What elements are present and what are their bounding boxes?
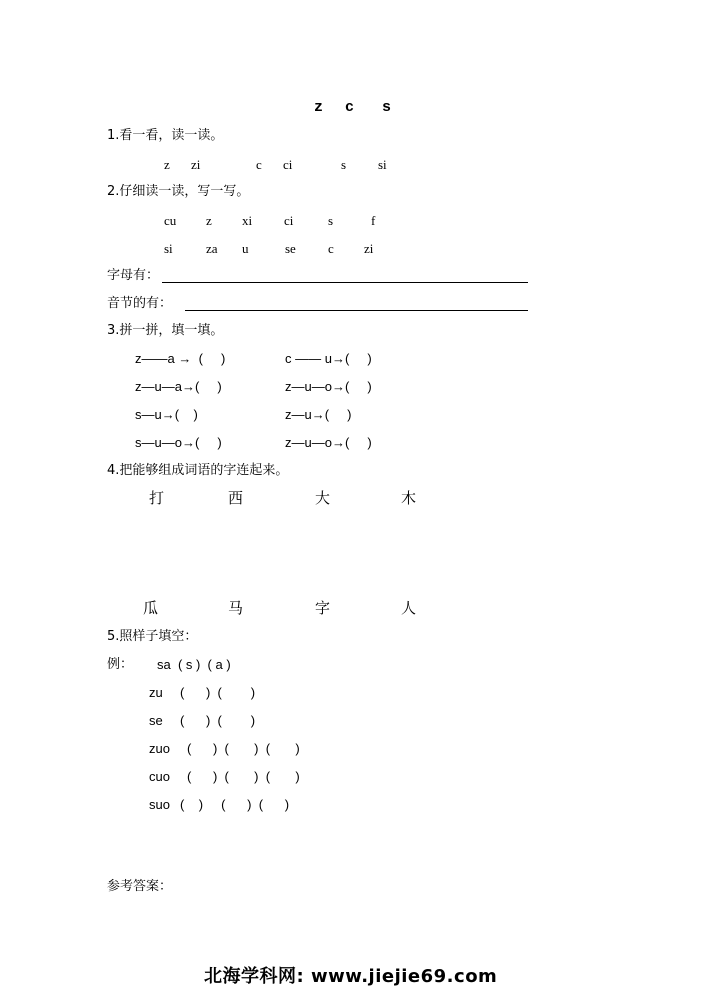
q2-row1-item: z bbox=[206, 213, 212, 228]
q5-syllable: zuo bbox=[149, 741, 170, 756]
answers-label: 参考答案： bbox=[107, 879, 173, 894]
example-label: 例： bbox=[107, 657, 134, 672]
title-z: z bbox=[314, 99, 324, 116]
q2-row2-item: c bbox=[328, 241, 334, 256]
q2-row1-item: ci bbox=[284, 213, 294, 228]
q1-heading: 1.看一看，读一读。 bbox=[107, 128, 224, 143]
syllables-answer-line[interactable] bbox=[185, 310, 528, 311]
q5-blanks[interactable]: ( ) ( ) ( ) bbox=[187, 769, 300, 784]
q2-row2-item: zi bbox=[364, 241, 374, 256]
q3-left-item: z——a → ( ) bbox=[135, 351, 226, 366]
q1-item: c bbox=[256, 157, 262, 172]
q1-item: s bbox=[341, 157, 347, 172]
q5-blanks[interactable]: ( ) ( ) ( ) bbox=[187, 741, 300, 756]
q3-right-item: z—u—o→( ) bbox=[285, 379, 372, 394]
q1-item: z bbox=[164, 157, 170, 172]
syllables-label: 音节的有： bbox=[107, 296, 173, 311]
example-text: sa ( s ) ( a ) bbox=[157, 657, 231, 672]
q5-blanks[interactable]: ( ) ( ) ( ) bbox=[180, 797, 290, 812]
q2-row1-item: cu bbox=[164, 213, 177, 228]
q2-row2-item: se bbox=[285, 241, 296, 256]
q4-top-char[interactable]: 西 bbox=[228, 489, 244, 507]
q4-bottom-char[interactable]: 字 bbox=[315, 599, 331, 617]
q3-heading: 3.拼一拼，填一填。 bbox=[107, 323, 224, 338]
q5-blanks[interactable]: ( ) ( ) bbox=[180, 713, 256, 728]
q4-bottom-char[interactable]: 马 bbox=[228, 599, 244, 617]
q2-row1-item: xi bbox=[242, 213, 253, 228]
q2-row1-item: s bbox=[328, 213, 334, 228]
title-s: s bbox=[382, 99, 392, 116]
q5-syllable: zu bbox=[149, 685, 163, 700]
q5-syllable: cuo bbox=[149, 769, 170, 784]
letters-answer-line[interactable] bbox=[162, 282, 528, 283]
q3-left-item: s—u—o→( ) bbox=[135, 435, 222, 450]
title-c: c bbox=[345, 99, 355, 116]
q3-right-item: z—u→( ) bbox=[285, 407, 352, 422]
q4-top-char[interactable]: 大 bbox=[315, 489, 331, 507]
q3-right-item: c —— u→( ) bbox=[285, 351, 372, 366]
footer-watermark: 北海学科网: www.jiejie69.com bbox=[204, 966, 498, 987]
q5-heading: 5.照样子填空： bbox=[107, 629, 198, 644]
q3-left-item: s—u→( ) bbox=[135, 407, 198, 422]
q2-row2-item: si bbox=[164, 241, 173, 256]
q1-item: zi bbox=[191, 157, 201, 172]
q2-heading: 2.仔细读一读，写一写。 bbox=[107, 184, 250, 199]
letters-label: 字母有： bbox=[107, 268, 160, 283]
q4-top-char[interactable]: 木 bbox=[401, 489, 417, 507]
q5-syllable: suo bbox=[149, 797, 170, 812]
q4-bottom-char[interactable]: 瓜 bbox=[143, 599, 159, 617]
q4-top-char[interactable]: 打 bbox=[149, 489, 165, 507]
q3-right-item: z—u—o→( ) bbox=[285, 435, 372, 450]
q4-heading: 4.把能够组成词语的字连起来。 bbox=[107, 463, 289, 478]
q1-item: ci bbox=[283, 157, 293, 172]
q5-syllable: se bbox=[149, 713, 163, 728]
q3-left-item: z—u—a→( ) bbox=[135, 379, 222, 394]
q5-blanks[interactable]: ( ) ( ) bbox=[180, 685, 256, 700]
q1-item: si bbox=[378, 157, 387, 172]
q4-bottom-char[interactable]: 人 bbox=[401, 599, 417, 617]
q2-row1-item: f bbox=[371, 213, 376, 228]
q2-row2-item: za bbox=[206, 241, 218, 256]
q2-row2-item: u bbox=[242, 241, 249, 256]
